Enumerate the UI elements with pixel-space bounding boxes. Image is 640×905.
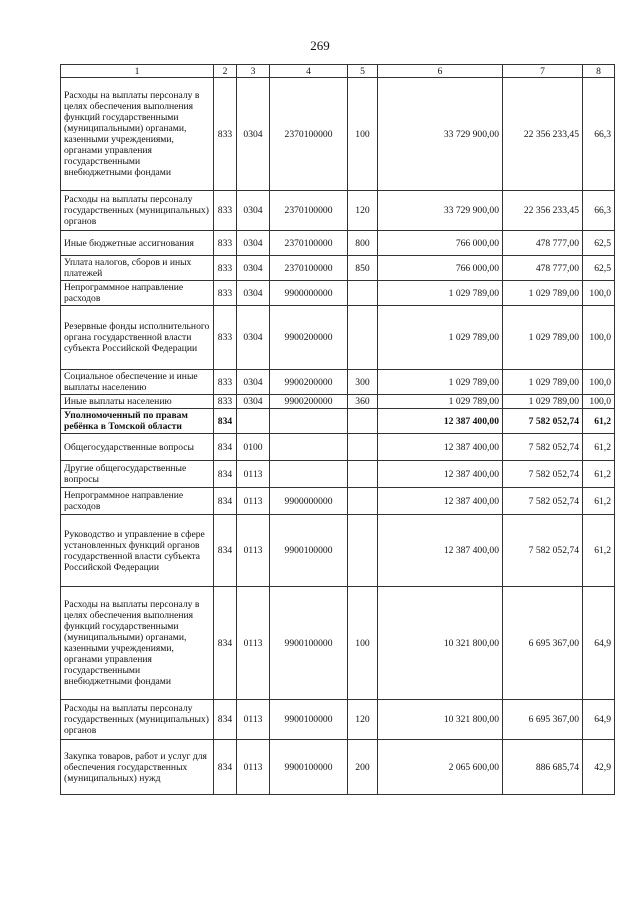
ved-code-cell: 833: [214, 395, 237, 409]
actual-amount-cell: 1 029 789,00: [503, 395, 583, 409]
column-header: 5: [348, 65, 378, 78]
plan-amount-cell: 766 000,00: [378, 256, 503, 281]
expense-type-cell: [348, 306, 378, 370]
plan-amount-cell: 12 387 400,00: [378, 434, 503, 461]
percent-cell: 100,0: [583, 306, 615, 370]
table-row: [61, 434, 615, 461]
ved-code-cell: 833: [214, 370, 237, 395]
actual-amount-cell: 6 695 367,00: [503, 700, 583, 740]
plan-amount-cell: 1 029 789,00: [378, 281, 503, 306]
expense-type-cell: 850: [348, 256, 378, 281]
percent-cell: 100,0: [583, 370, 615, 395]
table-body: [61, 65, 615, 795]
percent-cell: 100,0: [583, 395, 615, 409]
plan-amount-cell: 1 029 789,00: [378, 306, 503, 370]
row-name-cell: Социальное обеспечение и иные выплаты населению: [61, 370, 214, 395]
percent-cell: 61,2: [583, 409, 615, 434]
target-article-cell: 9900100000: [270, 700, 348, 740]
table-row: [61, 740, 615, 795]
table-row: [61, 370, 615, 395]
row-name-cell: Иные выплаты населению: [61, 395, 214, 409]
actual-amount-cell: 7 582 052,74: [503, 434, 583, 461]
section-code-cell: 0113: [237, 740, 270, 795]
plan-amount-cell: 12 387 400,00: [378, 515, 503, 587]
section-code-cell: 0100: [237, 434, 270, 461]
table-row: [61, 395, 615, 409]
plan-amount-cell: 10 321 800,00: [378, 700, 503, 740]
table-row: [61, 700, 615, 740]
table-row: [61, 488, 615, 515]
section-code-cell: 0304: [237, 281, 270, 306]
ved-code-cell: 834: [214, 740, 237, 795]
plan-amount-cell: 33 729 900,00: [378, 78, 503, 191]
actual-amount-cell: 886 685,74: [503, 740, 583, 795]
column-header: 7: [503, 65, 583, 78]
ved-code-cell: 834: [214, 409, 237, 434]
actual-amount-cell: 478 777,00: [503, 231, 583, 256]
row-name-cell: Руководство и управление в сфере установленных функций органов государственной власти субъекта Российской Федерации: [61, 515, 214, 587]
row-name-cell: Расходы на выплаты персоналу в целях обеспечения выполнения функций государственными (муниципальными) органами, казенными учреждениями, органами управления государственными внебюджетными фондами: [61, 587, 214, 700]
section-code-cell: 0113: [237, 515, 270, 587]
row-name-cell: Непрограммное направление расходов: [61, 281, 214, 306]
row-name-cell: Уполномоченный по правам ребёнка в Томской области: [61, 409, 214, 434]
target-article-cell: 9900100000: [270, 587, 348, 700]
expense-type-cell: 100: [348, 78, 378, 191]
column-header: 3: [237, 65, 270, 78]
ved-code-cell: 834: [214, 461, 237, 488]
table-row: [61, 461, 615, 488]
plan-amount-cell: 33 729 900,00: [378, 191, 503, 231]
actual-amount-cell: 6 695 367,00: [503, 587, 583, 700]
section-code-cell: 0113: [237, 587, 270, 700]
actual-amount-cell: 22 356 233,45: [503, 191, 583, 231]
ved-code-cell: 834: [214, 515, 237, 587]
expense-type-cell: [348, 515, 378, 587]
percent-cell: 61,2: [583, 488, 615, 515]
plan-amount-cell: 12 387 400,00: [378, 461, 503, 488]
plan-amount-cell: 766 000,00: [378, 231, 503, 256]
expense-type-cell: 800: [348, 231, 378, 256]
percent-cell: 64,9: [583, 700, 615, 740]
section-code-cell: 0113: [237, 700, 270, 740]
table-row: [61, 191, 615, 231]
section-code-cell: 0304: [237, 395, 270, 409]
plan-amount-cell: 1 029 789,00: [378, 395, 503, 409]
percent-cell: 61,2: [583, 434, 615, 461]
row-name-cell: Общегосударственные вопросы: [61, 434, 214, 461]
ved-code-cell: 833: [214, 191, 237, 231]
column-header: 4: [270, 65, 348, 78]
row-name-cell: Уплата налогов, сборов и иных платежей: [61, 256, 214, 281]
column-header: 2: [214, 65, 237, 78]
target-article-cell: [270, 461, 348, 488]
column-header: 1: [61, 65, 214, 78]
ved-code-cell: 834: [214, 700, 237, 740]
section-code-cell: 0304: [237, 256, 270, 281]
table-row: [61, 409, 615, 434]
row-name-cell: Расходы на выплаты персоналу государственных (муниципальных) органов: [61, 191, 214, 231]
expense-type-cell: [348, 434, 378, 461]
section-code-cell: [237, 409, 270, 434]
table-row: [61, 256, 615, 281]
target-article-cell: [270, 434, 348, 461]
percent-cell: 61,2: [583, 515, 615, 587]
ved-code-cell: 833: [214, 78, 237, 191]
target-article-cell: 2370100000: [270, 231, 348, 256]
section-code-cell: 0304: [237, 306, 270, 370]
section-code-cell: 0113: [237, 461, 270, 488]
actual-amount-cell: 1 029 789,00: [503, 370, 583, 395]
ved-code-cell: 833: [214, 256, 237, 281]
target-article-cell: 9900000000: [270, 281, 348, 306]
section-code-cell: 0304: [237, 78, 270, 191]
section-code-cell: 0304: [237, 231, 270, 256]
percent-cell: 61,2: [583, 461, 615, 488]
plan-amount-cell: 2 065 600,00: [378, 740, 503, 795]
target-article-cell: [270, 409, 348, 434]
target-article-cell: 2370100000: [270, 78, 348, 191]
actual-amount-cell: 7 582 052,74: [503, 488, 583, 515]
actual-amount-cell: 7 582 052,74: [503, 461, 583, 488]
percent-cell: 100,0: [583, 281, 615, 306]
column-header: 8: [583, 65, 615, 78]
row-name-cell: Закупка товаров, работ и услуг для обеспечения государственных (муниципальных) нужд: [61, 740, 214, 795]
table-header-row: [61, 65, 615, 78]
section-code-cell: 0304: [237, 191, 270, 231]
row-name-cell: Иные бюджетные ассигнования: [61, 231, 214, 256]
expense-type-cell: [348, 488, 378, 515]
percent-cell: 66,3: [583, 191, 615, 231]
section-code-cell: 0304: [237, 370, 270, 395]
expense-type-cell: 120: [348, 191, 378, 231]
target-article-cell: 9900100000: [270, 740, 348, 795]
page-number: 269: [310, 38, 330, 53]
percent-cell: 62,5: [583, 256, 615, 281]
row-name-cell: Непрограммное направление расходов: [61, 488, 214, 515]
actual-amount-cell: 478 777,00: [503, 256, 583, 281]
percent-cell: 66,3: [583, 78, 615, 191]
plan-amount-cell: 12 387 400,00: [378, 488, 503, 515]
row-name-cell: Другие общегосударственные вопросы: [61, 461, 214, 488]
actual-amount-cell: 7 582 052,74: [503, 515, 583, 587]
percent-cell: 42,9: [583, 740, 615, 795]
row-name-cell: Резервные фонды исполнительного органа государственной власти субъекта Российской Федерации: [61, 306, 214, 370]
ved-code-cell: 833: [214, 231, 237, 256]
expense-type-cell: 120: [348, 700, 378, 740]
expense-type-cell: 200: [348, 740, 378, 795]
ved-code-cell: 834: [214, 434, 237, 461]
budget-table: [60, 64, 615, 795]
target-article-cell: 9900000000: [270, 488, 348, 515]
plan-amount-cell: 10 321 800,00: [378, 587, 503, 700]
target-article-cell: 2370100000: [270, 256, 348, 281]
row-name-cell: Расходы на выплаты персоналу государственных (муниципальных) органов: [61, 700, 214, 740]
target-article-cell: 2370100000: [270, 191, 348, 231]
section-code-cell: 0113: [237, 488, 270, 515]
plan-amount-cell: 12 387 400,00: [378, 409, 503, 434]
expense-type-cell: 300: [348, 370, 378, 395]
ved-code-cell: 834: [214, 587, 237, 700]
actual-amount-cell: 1 029 789,00: [503, 306, 583, 370]
target-article-cell: 9900200000: [270, 395, 348, 409]
row-name-cell: Расходы на выплаты персоналу в целях обеспечения выполнения функций государственными (муниципальными) органами, казенными учреждениями, органами управления государственными внебюджетными фондами: [61, 78, 214, 191]
table-row: [61, 515, 615, 587]
column-header: 6: [378, 65, 503, 78]
table-row: [61, 306, 615, 370]
table-row: [61, 587, 615, 700]
percent-cell: 62,5: [583, 231, 615, 256]
expense-type-cell: [348, 461, 378, 488]
ved-code-cell: 833: [214, 306, 237, 370]
plan-amount-cell: 1 029 789,00: [378, 370, 503, 395]
target-article-cell: 9900200000: [270, 306, 348, 370]
actual-amount-cell: 7 582 052,74: [503, 409, 583, 434]
table-row: [61, 231, 615, 256]
table-row: [61, 281, 615, 306]
expense-type-cell: [348, 281, 378, 306]
actual-amount-cell: 1 029 789,00: [503, 281, 583, 306]
table-row: [61, 78, 615, 191]
percent-cell: 64,9: [583, 587, 615, 700]
ved-code-cell: 834: [214, 488, 237, 515]
ved-code-cell: 833: [214, 281, 237, 306]
actual-amount-cell: 22 356 233,45: [503, 78, 583, 191]
target-article-cell: 9900100000: [270, 515, 348, 587]
target-article-cell: 9900200000: [270, 370, 348, 395]
expense-type-cell: [348, 409, 378, 434]
expense-type-cell: 360: [348, 395, 378, 409]
expense-type-cell: 100: [348, 587, 378, 700]
